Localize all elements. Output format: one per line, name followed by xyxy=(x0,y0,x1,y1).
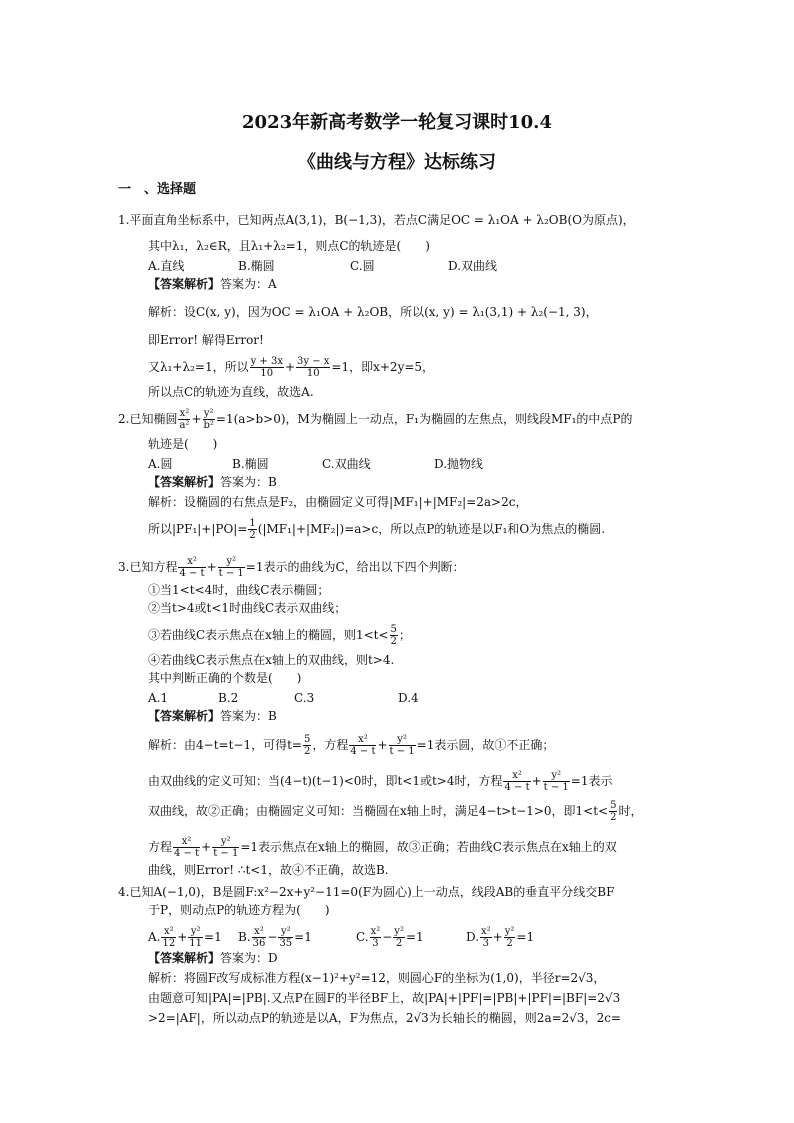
denominator: 35 xyxy=(279,938,293,949)
option-letter: B. xyxy=(238,930,251,944)
q4-stem-line1: 4.已知A(−1,0)，B是圆F:x²−2x+y²−11=0(F为圆心)上一动点，线段AB的垂直平分线交BF xyxy=(118,885,615,899)
denominator: 4 − t xyxy=(174,848,200,859)
operator: + xyxy=(206,560,217,574)
q1-solution-line2: 即Error! 解得Error! xyxy=(148,333,264,347)
numerator: x² xyxy=(503,770,530,782)
q1-stem-line2: 其中λ₁，λ₂∈R，且λ₁+λ₂=1，则点C的轨迹是( ) xyxy=(148,239,430,253)
numerator: y² xyxy=(504,926,515,937)
numerator: x² xyxy=(481,926,491,937)
text: 解析：由4−t=t−1，可得t= xyxy=(148,738,302,752)
q3-judgement-4: ④若曲线C表示焦点在x轴上的双曲线，则t>4. xyxy=(148,653,395,667)
q4-answer xyxy=(148,950,278,966)
numerator: x² xyxy=(252,926,267,938)
denominator: 2 xyxy=(249,530,256,541)
q1-stem-line1: 1.平面直角坐标系中，已知两点A(3,1)，B(−1,3)，若点C满足OC = λ₁OA + λ₂OB(O为原点)， xyxy=(118,213,635,227)
fraction xyxy=(250,356,284,379)
numerator: 1 xyxy=(249,518,256,529)
operator: − xyxy=(382,930,393,944)
fraction xyxy=(504,926,516,949)
operator: + xyxy=(492,930,503,944)
fraction xyxy=(480,926,492,949)
q1-answer xyxy=(148,276,277,292)
text: =1表示的曲线为C，给出以下四个判断： xyxy=(245,560,465,574)
fraction xyxy=(218,556,245,579)
numerator: y² xyxy=(394,926,404,937)
q4-option-a xyxy=(148,926,222,949)
option-letter: C. xyxy=(356,930,369,944)
q3-solution-line1 xyxy=(148,734,554,757)
text: 又λ₁+λ₂=1，所以 xyxy=(148,360,249,374)
answer-tag: 【答案解析】 xyxy=(148,709,221,723)
operator: + xyxy=(201,840,212,854)
numerator: y² xyxy=(203,408,214,419)
q1-option-b: B.椭圆 xyxy=(238,259,275,273)
text: =1 xyxy=(294,930,312,944)
fraction xyxy=(178,556,205,579)
fraction xyxy=(370,926,382,949)
denominator: b² xyxy=(203,420,214,431)
text: =1 xyxy=(516,930,535,944)
q3-solution-line4 xyxy=(148,836,617,859)
q4-option-b xyxy=(238,926,312,949)
text: 方程 xyxy=(148,840,173,854)
numerator: x² xyxy=(178,556,205,568)
option-letter: D. xyxy=(466,930,480,944)
denominator: 4 − t xyxy=(179,568,205,579)
q1-solution-line4: 所以点C的轨迹为直线，故选A. xyxy=(148,385,314,399)
q3-solution-line3 xyxy=(148,800,643,823)
denominator: 3 xyxy=(482,938,490,949)
fraction xyxy=(178,408,190,431)
answer-text: 答案为：A xyxy=(220,277,277,291)
denominator: 2 xyxy=(303,746,311,757)
fraction xyxy=(389,734,416,757)
numerator: 5 xyxy=(303,734,311,745)
denominator: t − 1 xyxy=(213,848,239,859)
fraction xyxy=(173,836,200,859)
text: 由双曲线的定义可知：当(4−t)(t−1)<0时，即t<1或t>4时，方程 xyxy=(148,774,503,788)
denominator: 2 xyxy=(610,812,617,823)
numerator: x² xyxy=(349,734,376,746)
text: =1表示焦点在x轴上的椭圆，故③正确；若曲线C表示焦点在x轴上的双 xyxy=(240,840,617,854)
operator: + xyxy=(177,930,188,944)
option-letter: A. xyxy=(148,930,161,944)
fraction xyxy=(161,926,176,949)
q3-solution-line5: 曲线，则Error! ∴t<1，故④不正确，故选B. xyxy=(148,863,389,877)
numerator: 5 xyxy=(610,800,617,811)
numerator: x² xyxy=(161,926,176,938)
numerator: x² xyxy=(173,836,200,848)
numerator: y² xyxy=(188,926,203,938)
q3-judgement-2: ②当t>4或t<1时曲线C表示双曲线； xyxy=(148,601,347,615)
fraction xyxy=(248,518,256,541)
fraction xyxy=(390,624,398,647)
answer-tag: 【答案解析】 xyxy=(148,277,221,291)
denominator: 11 xyxy=(189,938,203,949)
denominator: 12 xyxy=(162,938,176,949)
text: =1 xyxy=(405,930,424,944)
denominator: 36 xyxy=(252,938,266,949)
fraction xyxy=(609,800,617,823)
q4-solution-line3: >2=|AF|，所以动点P的轨迹是以A，F为焦点，2√3为长轴长的椭圆，则2a=2√3，2c= xyxy=(148,1011,621,1025)
document-subtitle: 《曲线与方程》达标练习 xyxy=(298,152,496,173)
text: 双曲线，故②正确；由椭圆定义可知：当椭圆在x轴上时，满足4−t>t−1>0，即1<t< xyxy=(148,804,609,818)
section-heading: 一 、选择题 xyxy=(118,182,197,197)
q3-solution-line2 xyxy=(148,770,612,793)
q3-answer xyxy=(148,708,277,724)
fraction xyxy=(503,770,530,793)
q4-solution-line1: 解析：将圆F改写成标准方程(x−1)²+y²=12，则圆心F的坐标为(1,0)，半径r=2√3， xyxy=(148,971,606,985)
q2-option-c: C.双曲线 xyxy=(322,457,371,471)
text: 2.已知椭圆 xyxy=(118,412,178,426)
q3-question: 其中判断正确的个数是( ) xyxy=(148,671,302,685)
text: ③若曲线C表示焦点在x轴上的椭圆，则1<t< xyxy=(148,628,389,642)
denominator: 10 xyxy=(306,368,320,379)
fraction xyxy=(212,836,239,859)
text: ； xyxy=(398,628,411,642)
fraction xyxy=(278,926,293,949)
q3-stem-line1 xyxy=(118,556,465,579)
q2-stem-line2: 轨迹是( ) xyxy=(148,437,218,451)
q3-option-d: D.4 xyxy=(398,691,419,705)
answer-text: 答案为：B xyxy=(220,709,277,723)
answer-text: 答案为：D xyxy=(220,951,278,965)
text: =1 xyxy=(204,930,222,944)
q3-option-b: B.2 xyxy=(218,691,239,705)
q2-solution-line2 xyxy=(148,518,605,541)
q4-option-d xyxy=(466,926,534,949)
text: =1表示圆，故①不正确； xyxy=(416,738,555,752)
q2-stem-line1 xyxy=(118,408,632,431)
denominator: 3 xyxy=(372,938,379,949)
denominator: 2 xyxy=(395,938,403,949)
denominator: 2 xyxy=(390,636,397,647)
operator: + xyxy=(531,774,542,788)
denominator: a² xyxy=(179,420,190,431)
denominator: 4 − t xyxy=(504,782,530,793)
q4-solution-line2: 由题意可知|PA|=|PB|.又点P在圆F的半径BF上，故|PA|+|PF|=|PB|+|PF|=|BF|=2√3 xyxy=(148,991,621,1005)
operator: + xyxy=(377,738,388,752)
q2-option-d: D.抛物线 xyxy=(434,457,484,471)
q1-option-a: A.直线 xyxy=(148,259,185,273)
fraction xyxy=(349,734,376,757)
operator: + xyxy=(284,360,296,374)
q2-option-b: B.椭圆 xyxy=(232,457,269,471)
numerator: 3y − x xyxy=(297,356,330,367)
q4-stem-line2: 于P，则动点P的轨迹方程为( ) xyxy=(148,903,330,917)
fraction xyxy=(188,926,203,949)
text: (|MF₁|+|MF₂|)=a>c，所以点P的轨迹是以F₁和O为焦点的椭圆. xyxy=(257,522,606,536)
fraction xyxy=(252,926,267,949)
q4-option-c xyxy=(356,926,424,949)
numerator: y² xyxy=(389,734,416,746)
operator: + xyxy=(191,412,202,426)
numerator: y + 3x xyxy=(250,356,283,367)
fraction xyxy=(203,408,215,431)
fraction xyxy=(393,926,405,949)
numerator: y² xyxy=(278,926,293,938)
q3-option-c: C.3 xyxy=(294,691,315,705)
answer-tag: 【答案解析】 xyxy=(148,475,221,489)
numerator: x² xyxy=(179,408,190,419)
q2-solution-line1: 解析：设椭圆的右焦点是F₂，由椭圆定义可得|MF₁|+|MF₂|=2a>2c， xyxy=(148,495,528,509)
text: =1表示 xyxy=(570,774,613,788)
text: 所以|PF₁|+|PO|= xyxy=(148,522,248,536)
denominator: 4 − t xyxy=(350,746,376,757)
document-title: 2023年新高考数学一轮复习课时10.4 xyxy=(242,112,552,133)
numerator: 5 xyxy=(390,624,397,635)
denominator: 10 xyxy=(260,368,274,379)
text: =1(a>b>0)，M为椭圆上一动点，F₁为椭圆的左焦点，则线段MF₁的中点P的 xyxy=(215,412,633,426)
q3-judgement-1: ①当1<t<4时，曲线C表示椭圆； xyxy=(148,583,330,597)
numerator: y² xyxy=(218,556,245,568)
numerator: y² xyxy=(543,770,570,782)
answer-tag: 【答案解析】 xyxy=(148,951,221,965)
q2-option-a: A.圆 xyxy=(148,457,173,471)
text: ，方程 xyxy=(312,738,349,752)
q1-solution-line1: 解析：设C(x, y)，因为OC = λ₁OA + λ₂OB，所以(x, y) = λ₁(3,1) + λ₂(−1, 3)， xyxy=(148,305,598,319)
text: =1，即x+2y=5， xyxy=(331,360,435,374)
q3-option-a: A.1 xyxy=(148,691,169,705)
q1-solution-line3 xyxy=(148,356,434,379)
denominator: 2 xyxy=(506,938,513,949)
fraction xyxy=(543,770,570,793)
answer-text: 答案为：B xyxy=(220,475,277,489)
fraction xyxy=(303,734,311,757)
q1-option-c: C.圆 xyxy=(350,259,375,273)
text: 时， xyxy=(618,804,643,818)
denominator: t − 1 xyxy=(389,746,415,757)
denominator: t − 1 xyxy=(543,782,569,793)
denominator: t − 1 xyxy=(218,568,244,579)
q2-answer xyxy=(148,474,277,490)
q1-option-d: D.双曲线 xyxy=(448,259,498,273)
numerator: y² xyxy=(212,836,239,848)
text: 3.已知方程 xyxy=(118,560,178,574)
operator: − xyxy=(267,930,278,944)
q3-judgement-3 xyxy=(148,624,411,647)
numerator: x² xyxy=(370,926,381,937)
fraction xyxy=(296,356,330,379)
